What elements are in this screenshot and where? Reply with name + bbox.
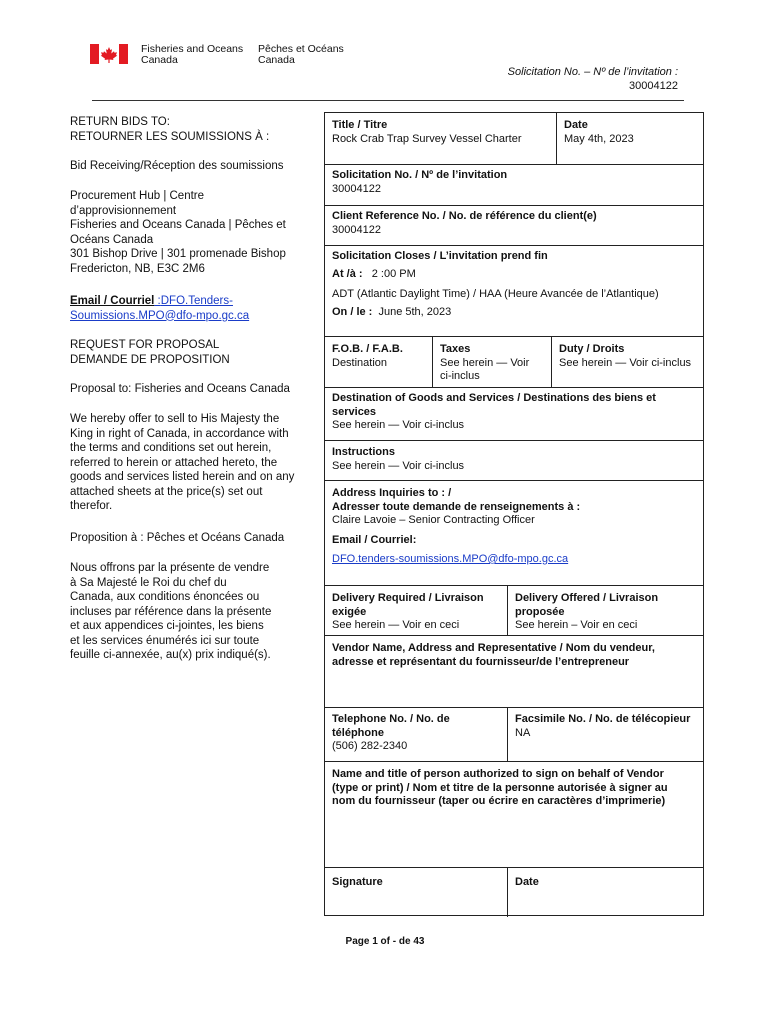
delivery-offered-cell <box>507 586 703 635</box>
solicitation-label: Solicitation No. – Nº de l’invitation : <box>507 66 678 78</box>
on-label: On / le : <box>332 305 373 318</box>
offer-line: the terms and conditions set out herein, <box>70 442 272 454</box>
destination-label: services <box>332 405 377 418</box>
solicitation-no-cell <box>325 165 703 205</box>
delivery-required-label: Delivery Required / Livraison <box>332 592 484 604</box>
telephone-label: téléphone <box>332 726 384 739</box>
rfp-title-en: REQUEST FOR PROPOSAL <box>70 339 220 351</box>
fax-value: NA <box>515 726 531 739</box>
client-ref-label: Client Reference No. / No. de référence du client(e) <box>332 210 597 222</box>
taxes-label: Taxes <box>440 343 471 355</box>
address-line: Fredericton, NB, E3C 2M6 <box>70 262 205 275</box>
vendor-row <box>325 636 703 708</box>
delivery-required-label: exigée <box>332 605 367 618</box>
taxes-value: ci-inclus <box>440 370 480 382</box>
title-label: Title / Titre <box>332 119 388 131</box>
client-ref-cell <box>325 206 703 245</box>
dept-en-line1: Fisheries and Oceans <box>141 43 244 55</box>
procurement-address <box>70 189 320 276</box>
dept-fr-line2: Canada <box>258 54 295 66</box>
signature-cell[interactable] <box>325 868 507 917</box>
dept-name-fr <box>258 44 344 66</box>
return-bids-title <box>70 115 320 144</box>
offer-text-en <box>70 412 320 514</box>
date-value: May 4th, 2023 <box>564 132 634 145</box>
email-label: Email / Courriel <box>70 295 155 307</box>
authorized-row <box>325 762 703 868</box>
page-number: Page 1 of - de 43 <box>345 936 425 947</box>
telephone-cell <box>325 708 507 761</box>
inquiries-email-link[interactable]: DFO.tenders-soumissions.MPO@dfo-mpo.gc.ca <box>332 553 569 565</box>
solicitation-no-value: 30004122 <box>332 182 381 195</box>
email-sep: : <box>154 295 161 307</box>
closing-row <box>325 246 703 337</box>
title-value: Rock Crab Trap Survey Vessel Charter <box>332 132 522 145</box>
address-line: 301 Bishop Drive | 301 promenade Bishop <box>70 248 286 260</box>
email-link[interactable]: DFO.Tenders- <box>160 295 233 307</box>
offer-line: à Sa Majesté le Roi du chef du <box>70 576 227 589</box>
vendor-label: Vendor Name, Address and Representative / Nom du vendeur, <box>332 642 655 654</box>
destination-cell <box>325 388 703 440</box>
address-line: d’approvisionnement <box>70 204 177 217</box>
fob-label: F.O.B. / F.A.B. <box>332 343 403 355</box>
email-link[interactable]: Soumissions.MPO@dfo-mpo.gc.ca <box>70 309 250 322</box>
closing-label: Solicitation Closes / L’invitation prend fin <box>332 250 548 262</box>
vendor-label: adresse et représentant du fournisseur/de l’entrepreneur <box>332 655 630 668</box>
authorized-label: Name and title of person authorized to sign on behalf of Vendor <box>332 768 664 780</box>
solicitation-no-label: Solicitation No. / Nº de l’invitation <box>332 169 508 181</box>
offer-line: Canada, aux conditions énoncées ou <box>70 591 260 603</box>
duty-label: Duty / Droits <box>559 343 625 355</box>
client-ref-row <box>325 206 703 246</box>
address-line: Fisheries and Oceans Canada | Pêches et <box>70 219 286 231</box>
delivery-offered-label: proposée <box>515 605 565 618</box>
at-value: 2 :00 PM <box>371 267 416 280</box>
dept-en-line2: Canada <box>141 54 178 66</box>
address-line: Procurement Hub | Centre <box>70 190 205 202</box>
instructions-value: See herein — Voir ci-inclus <box>332 459 465 472</box>
solicitation-header <box>508 65 678 93</box>
fax-label: Facsimile No. / No. de télécopieur <box>515 713 691 725</box>
closing-cell <box>325 246 703 336</box>
instructions-row <box>325 441 703 481</box>
offer-line: referred to herein or attached hereto, the <box>70 456 278 469</box>
signature-row <box>325 868 703 917</box>
offer-line: goods and services listed herein and on any <box>70 471 295 483</box>
fob-cell <box>325 337 432 387</box>
bid-receiving: Bid Receiving/Réception des soumissions <box>70 160 284 172</box>
authorized-label: nom du fournisseur (taper ou écrire en caractères d’imprimerie) <box>332 795 666 807</box>
authorized-cell[interactable] <box>325 762 703 867</box>
delivery-required-value: See herein — Voir en ceci <box>332 619 460 631</box>
client-ref-value: 30004122 <box>332 223 381 236</box>
offer-line: attached sheets at the price(s) set out <box>70 485 263 498</box>
signature-date-cell[interactable] <box>507 868 703 917</box>
telephone-value: (506) 282-2340 <box>332 740 408 752</box>
header-divider <box>92 100 684 101</box>
offer-text-fr <box>70 561 320 663</box>
proposition: Proposition à : Pêches et Océans Canada <box>70 532 285 544</box>
return-title-fr: RETOURNER LES SOUMISSIONS À : <box>70 130 270 143</box>
proposal-to: Proposal to: Fisheries and Oceans Canada <box>70 383 290 395</box>
phone-row <box>325 708 703 762</box>
inquiries-contact: Claire Lavoie – Senior Contracting Officer <box>332 514 535 526</box>
canada-flag-logo <box>90 44 128 64</box>
delivery-offered-value: See herein – Voir en ceci <box>515 619 638 631</box>
authorized-label: (type or print) / Nom et titre de la personne autorisée à signer au <box>332 781 668 794</box>
on-value: June 5th, 2023 <box>378 305 452 318</box>
offer-line: feuille ci-annexée, au(x) prix indiqué(s). <box>70 649 271 661</box>
solicitation-number: 30004122 <box>629 80 678 92</box>
dept-name-en <box>141 44 243 66</box>
solicitation-no-row <box>325 165 703 206</box>
rfp-title <box>70 338 320 367</box>
instructions-cell <box>325 441 703 480</box>
offer-line: We hereby offer to sell to His Majesty the <box>70 413 280 425</box>
fob-value: Destination <box>332 356 388 369</box>
return-title-en: RETURN BIDS TO: <box>70 116 170 128</box>
address-line: Océans Canada <box>70 233 154 246</box>
inquiries-email-label: Email / Courriel: <box>332 533 417 546</box>
offer-line: King in right of Canada, in accordance with <box>70 427 289 440</box>
offer-line: therefor. <box>70 500 113 512</box>
fob-row <box>325 337 703 388</box>
timezone-text: ADT (Atlantic Daylight Time) / HAA (Heure Avancée de l’Atlantique) <box>332 288 659 300</box>
at-label: At /à : <box>332 267 363 280</box>
date-cell <box>556 113 703 164</box>
offer-line: et aux appendices ci-jointes, les biens <box>70 620 264 632</box>
return-email <box>70 294 320 323</box>
title-row <box>325 113 703 165</box>
destination-row <box>325 388 703 441</box>
vendor-cell[interactable] <box>325 636 703 707</box>
telephone-label: Telephone No. / No. de <box>332 713 450 725</box>
duty-cell <box>551 337 703 387</box>
offer-line: incluses par référence dans la présente <box>70 605 272 618</box>
inquiries-row <box>325 481 703 586</box>
taxes-cell <box>432 337 551 387</box>
fax-cell <box>507 708 703 761</box>
inquiries-label: Address Inquiries to : / <box>332 487 452 499</box>
rfp-title-fr: DEMANDE DE PROPOSITION <box>70 353 230 366</box>
signature-label: Signature <box>332 876 383 888</box>
dept-fr-line1: Pêches et Océans <box>258 43 344 55</box>
delivery-offered-label: Delivery Offered / Livraison <box>515 592 659 604</box>
destination-value: See herein — Voir ci-inclus <box>332 419 465 431</box>
inquiries-label: Adresser toute demande de renseignements à : <box>332 500 581 513</box>
duty-value: See herein — Voir ci-inclus <box>559 356 692 369</box>
signature-date-label: Date <box>515 876 539 888</box>
title-cell <box>325 113 556 164</box>
offer-line: et les services énumérés ici sur toute <box>70 634 260 647</box>
solicitation-form <box>324 112 704 916</box>
inquiries-cell <box>325 481 703 585</box>
taxes-value: See herein — Voir <box>440 356 530 369</box>
delivery-row <box>325 586 703 636</box>
date-label: Date <box>564 119 588 131</box>
instructions-label: Instructions <box>332 446 395 458</box>
destination-label: Destination of Goods and Services / Destinations des biens et <box>332 392 656 404</box>
delivery-required-cell <box>325 586 507 635</box>
offer-line: Nous offrons par la présente de vendre <box>70 562 270 574</box>
